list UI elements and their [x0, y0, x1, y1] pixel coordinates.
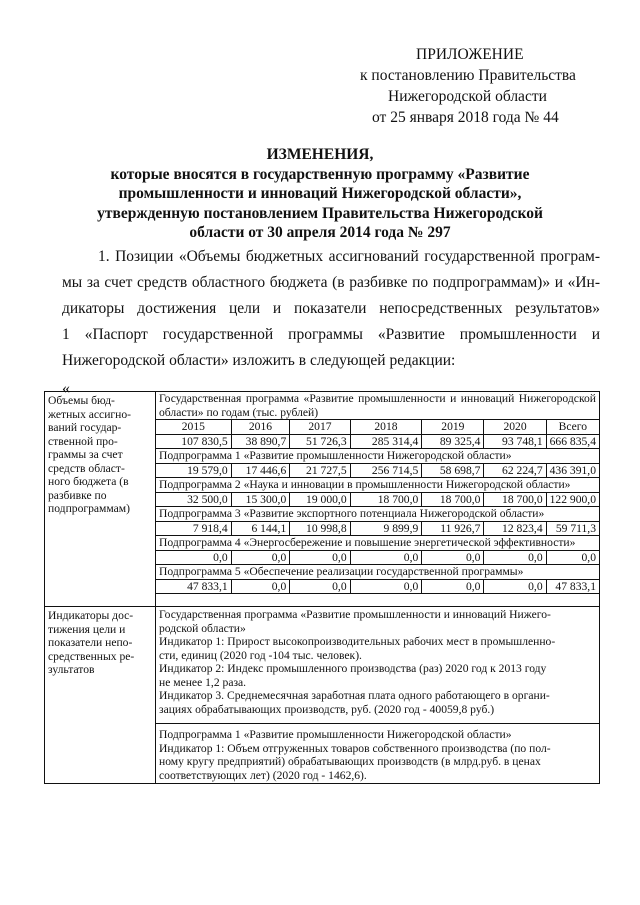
indicators-row — [45, 607, 600, 784]
label-line: ного бюджета (в — [48, 475, 129, 488]
value-cell: 19 000,0 — [290, 492, 350, 507]
appendix-heading: ПРИЛОЖЕНИЕ — [416, 46, 524, 63]
value-cell: 38 890,7 — [231, 434, 290, 449]
sub3-label: Подпрограмма 3 «Развитие экспортного потенциала Нижегородской области» — [156, 507, 599, 522]
passport-table — [44, 391, 600, 784]
sub5-values-row — [156, 579, 599, 594]
label-line: тижения цели и — [48, 622, 126, 636]
title-line: области от 30 апреля 2014 года № 297 — [189, 224, 451, 241]
paragraph-line: дикаторы достижения цели и показатели непосредственных результатов» — [62, 300, 600, 317]
value-cell: 32 500,0 — [156, 492, 231, 507]
sub5-label: Подпрограмма 5 «Обеспечение реализации государственной программы» — [156, 565, 599, 580]
value-cell: 0,0 — [484, 550, 546, 565]
document-title — [70, 145, 570, 243]
appendix-block — [360, 44, 620, 128]
sub1-label-row — [156, 449, 599, 464]
value-cell: 0,0 — [350, 579, 422, 594]
value-cell: 0,0 — [156, 550, 231, 565]
gp-header-row — [156, 392, 599, 420]
sub5-label-row — [156, 565, 599, 580]
value-cell: 18 700,0 — [350, 492, 422, 507]
value-cell: 15 300,0 — [231, 492, 290, 507]
budget-data-cell — [156, 392, 600, 607]
value-cell: 0,0 — [231, 550, 290, 565]
value-cell: 107 830,5 — [156, 434, 231, 449]
value-cell: 6 144,1 — [231, 521, 290, 536]
value-cell: 62 224,7 — [484, 463, 546, 478]
indicator-line: не менее 1,2 раза. — [159, 675, 247, 689]
indicator-line: Индикатор 2: Индекс промышленного производства (раз) 2020 год к 2013 году — [159, 662, 547, 675]
indicator-line: ному кругу предприятий) обрабатывающих производств (в млрд.руб. в ценах — [159, 755, 541, 768]
value-cell: 10 998,8 — [290, 521, 350, 536]
value-cell: 0,0 — [422, 579, 484, 594]
value-cell: 21 727,5 — [290, 463, 350, 478]
sub3-label-row — [156, 507, 599, 522]
gp-indicators-block — [156, 607, 599, 717]
value-cell: 89 325,4 — [422, 434, 484, 449]
value-cell: 17 446,6 — [231, 463, 290, 478]
value-cell: 0,0 — [231, 579, 290, 594]
sub4-label: Подпрограмма 4 «Энергосбережение и повышение энергетической эффективности» — [156, 536, 599, 551]
title-line: утвержденную постановлением Правительства Нижегородской — [97, 204, 543, 222]
title-line: ИЗМЕНЕНИЯ, — [266, 146, 374, 163]
appendix-line: к постановлению Правительства — [360, 67, 576, 84]
budget-row — [45, 392, 600, 607]
value-cell: 666 835,4 — [546, 434, 599, 449]
gp-values-row — [156, 434, 599, 449]
value-cell: 7 918,4 — [156, 521, 231, 536]
body-paragraph — [62, 244, 600, 374]
sub2-values-row — [156, 492, 599, 507]
value-cell: 285 314,4 — [350, 434, 422, 449]
year-cell: 2017 — [290, 420, 350, 435]
indicator-line: Индикатор 1: Прирост высокопроизводительных рабочих мест в промышленно- — [159, 635, 556, 648]
sub2-label-row — [156, 478, 599, 493]
indicators-label-cell — [45, 607, 156, 784]
title-line: которые вносятся в государственную программу «Развитие — [110, 165, 530, 183]
label-line: зультатов — [48, 663, 95, 676]
label-line: средственных ре- — [48, 649, 135, 663]
opening-quote: « — [62, 380, 70, 397]
value-cell: 436 391,0 — [546, 463, 599, 478]
sub4-label-row — [156, 536, 599, 551]
years-row — [156, 420, 599, 435]
label-line: средств област- — [48, 461, 125, 475]
indicator-line: Государственная программа «Развитие промышленности и инноваций Нижего- — [159, 608, 551, 621]
paragraph-line: 1. Позиции «Объемы бюджетных ассигнований государственной програм- — [98, 248, 600, 265]
value-cell: 256 714,5 — [350, 463, 422, 478]
value-cell: 47 833,1 — [546, 579, 599, 594]
label-line: граммы за счет — [48, 448, 123, 461]
appendix-line: Нижегородской области — [388, 88, 547, 105]
label-line: жетных ассигно- — [48, 407, 132, 421]
value-cell: 93 748,1 — [484, 434, 546, 449]
value-cell: 9 899,9 — [350, 521, 422, 536]
indicators-data-cell — [156, 607, 600, 784]
year-cell: 2015 — [156, 420, 231, 435]
value-cell: 122 900,0 — [546, 492, 599, 507]
value-cell: 18 700,0 — [484, 492, 546, 507]
label-line: подпрограммам) — [48, 502, 130, 515]
label-line: Объемы бюд- — [48, 394, 115, 407]
indicator-line: сти, единиц (2020 год -104 тыс. человек). — [159, 648, 362, 662]
indicator-line: Индикатор 1: Объем отгруженных товаров собственного производства (по пол- — [159, 741, 551, 755]
paragraph-line: 1 «Паспорт государственной программы «Развитие промышленности и — [62, 326, 600, 343]
value-cell: 0,0 — [546, 550, 599, 565]
year-cell: 2018 — [350, 420, 422, 435]
value-cell: 18 700,0 — [422, 492, 484, 507]
value-cell: 19 579,0 — [156, 463, 231, 478]
value-cell: 59 711,3 — [546, 521, 599, 536]
sub2-label: Подпрограмма 2 «Наука и инновации в промышленности Нижегородской области» — [156, 478, 599, 493]
value-cell: 58 698,7 — [422, 463, 484, 478]
label-line: разбивке по — [48, 488, 107, 502]
sub4-values-row — [156, 550, 599, 565]
indicator-line: родской области» — [159, 621, 246, 635]
indicator-line: Индикатор 3. Среднемесячная заработная плата одного работающего в органи- — [159, 689, 550, 702]
appendix-line: от 25 января 2018 года № 44 — [372, 109, 559, 126]
year-cell: Всего — [546, 420, 599, 435]
budget-label-cell — [45, 392, 156, 607]
value-cell: 11 926,7 — [422, 521, 484, 536]
sub1-values-row — [156, 463, 599, 478]
label-line: Индикаторы дос- — [48, 609, 134, 622]
value-cell: 47 833,1 — [156, 579, 231, 594]
indicator-line: соответствующих лет) (2020 год - 1462,6). — [159, 768, 367, 782]
year-cell: 2020 — [484, 420, 546, 435]
label-line: ственной про- — [48, 434, 118, 448]
sub1-label: Подпрограмма 1 «Развитие промышленности Нижегородской области» — [156, 449, 599, 464]
value-cell: 51 726,3 — [290, 434, 350, 449]
label-line: ваний государ- — [48, 421, 122, 434]
paragraph-line: Нижегородской области» изложить в следующей редакции: — [62, 352, 456, 369]
label-line: показатели непо- — [48, 636, 133, 649]
value-cell: 12 823,4 — [484, 521, 546, 536]
indicator-line: зациях обрабатывающих производств, руб. (2020 год - 40059,8 руб.) — [159, 702, 495, 716]
value-cell: 0,0 — [290, 550, 350, 565]
sub1-indicators-block — [156, 724, 599, 783]
value-cell: 0,0 — [350, 550, 422, 565]
indicator-line: Подпрограмма 1 «Развитие промышленности Нижегородской области» — [159, 728, 512, 741]
gp-header: Государственная программа «Развитие промышленности и инноваций Нижегородской области» по годам (тыс. рублей) — [156, 392, 599, 420]
year-cell: 2019 — [422, 420, 484, 435]
paragraph-line: мы за счет средств областного бюджета (в разбивке по подпрограммам)» и «Ин- — [62, 274, 600, 291]
budget-inner-table — [156, 392, 599, 594]
title-line: промышленности и инноваций Нижегородской области», — [118, 185, 522, 202]
year-cell: 2016 — [231, 420, 290, 435]
value-cell: 0,0 — [290, 579, 350, 594]
value-cell: 0,0 — [484, 579, 546, 594]
value-cell: 0,0 — [422, 550, 484, 565]
sub3-values-row — [156, 521, 599, 536]
